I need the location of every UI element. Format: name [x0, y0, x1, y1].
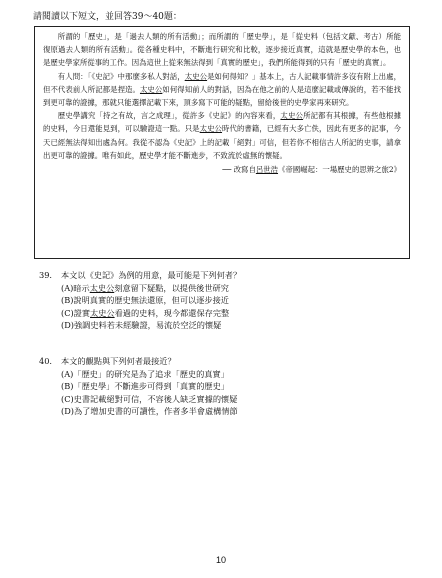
option-c[interactable]: (C)證實太史公看過的史料，現今都還保存完整 — [61, 307, 230, 318]
option-d[interactable]: (D)為了增加史書的可讀性，作者多半會虛構情節 — [61, 406, 238, 417]
passage-paragraph-1: 所謂的「歷史」，是「過去人類的所有活動」；而所謂的「歷史學」，是「從史料（包括文獻、考古）所能復原過去人類的所有活動」。從各種史料中，不斷進行研究和比較，逐步接近真實，這就是歷史學的本色，也是歷史學家所從事的工作。因為這世上從來無法得到「真實的歷史」，我們所能得到的只有「歷史的真實」。 — [43, 32, 401, 68]
reading-passage — [34, 26, 410, 259]
question-39 — [39, 269, 241, 332]
option-a[interactable]: (A)暗示太史公刻意留下疑點，以提供後世研究 — [61, 282, 229, 293]
question-40 — [39, 355, 238, 418]
reading-instruction: 請閱讀以下短文，並回答39～40題： — [33, 12, 182, 22]
question-text: 本文以《史記》為例的用意，最可能是下列何者？ — [61, 270, 242, 280]
option-b[interactable]: (B)說明真實的歷史無法還原，但可以逐步接近 — [61, 295, 229, 306]
attribution-book: 《帝國崛起：一場歷史的思辨之旅2》 — [278, 165, 401, 175]
question-number: 40. — [39, 356, 53, 366]
question-stem — [39, 355, 238, 368]
proper-noun-underline: 太史公 — [90, 307, 115, 318]
question-number: 39. — [39, 270, 53, 280]
question-text: 本文的觀點與下列何者最接近？ — [61, 356, 176, 366]
passage-attribution — [43, 162, 401, 176]
proper-noun-underline: 太史公 — [139, 84, 163, 94]
passage-paragraph-3: 歷史學講究「持之有故，言之成理」，從許多《史記》的內容來看，太史公所記都有其根據，有些他根據的史料，今日還能見到，可以驗證這一點。只是太史公時代的書籍，已經有大多亡佚，因此有更多的記事，今天已經無法得知出處為何。我從不認為《史記》上的記載「絕對」可信，但若你不相信古人所記的史事，請拿出更可靠的證據。唯有如此，歷史學才能不斷進步，不致流於虛無的懷疑。 — [43, 111, 401, 160]
proper-noun-underline: 太史公 — [89, 282, 115, 293]
option-a[interactable]: (A)「歷史」的研究是為了追求「歷史的真實」 — [61, 368, 229, 379]
page-number: 10 — [215, 555, 226, 565]
option-c[interactable]: (C)史書記載絕對可信，不容後人缺乏實據的懷疑 — [61, 393, 238, 404]
attribution-author: 呂世浩 — [255, 165, 279, 175]
proper-noun-underline: 太史公 — [280, 111, 304, 121]
option-b[interactable]: (B)「歷史學」不斷進步可得到「真實的歷史」 — [61, 381, 229, 392]
passage-paragraph-2: 有人問：「《史記》中那麼多私人對話，太史公是如何得知？」基本上，古人記載事情許多沒有附上出處，但不代表前人所記都是捏造。太史公如何得知前人的對話，因為在他之前的人是這麼記載或傳說的，若不能找到更可靠的證據，那就只能選擇記載下來，頂多寫下可能的疑點，留給後世的史學家再來研究。 — [43, 71, 401, 108]
proper-noun-underline: 太史公 — [184, 71, 208, 81]
question-stem — [39, 269, 241, 282]
option-d[interactable]: (D)強調史料若未經驗證，易流於空泛的懷疑 — [61, 320, 222, 331]
proper-noun-underline: 太史公 — [199, 124, 223, 134]
attribution-prefix: ── 改寫自 — [222, 165, 256, 175]
